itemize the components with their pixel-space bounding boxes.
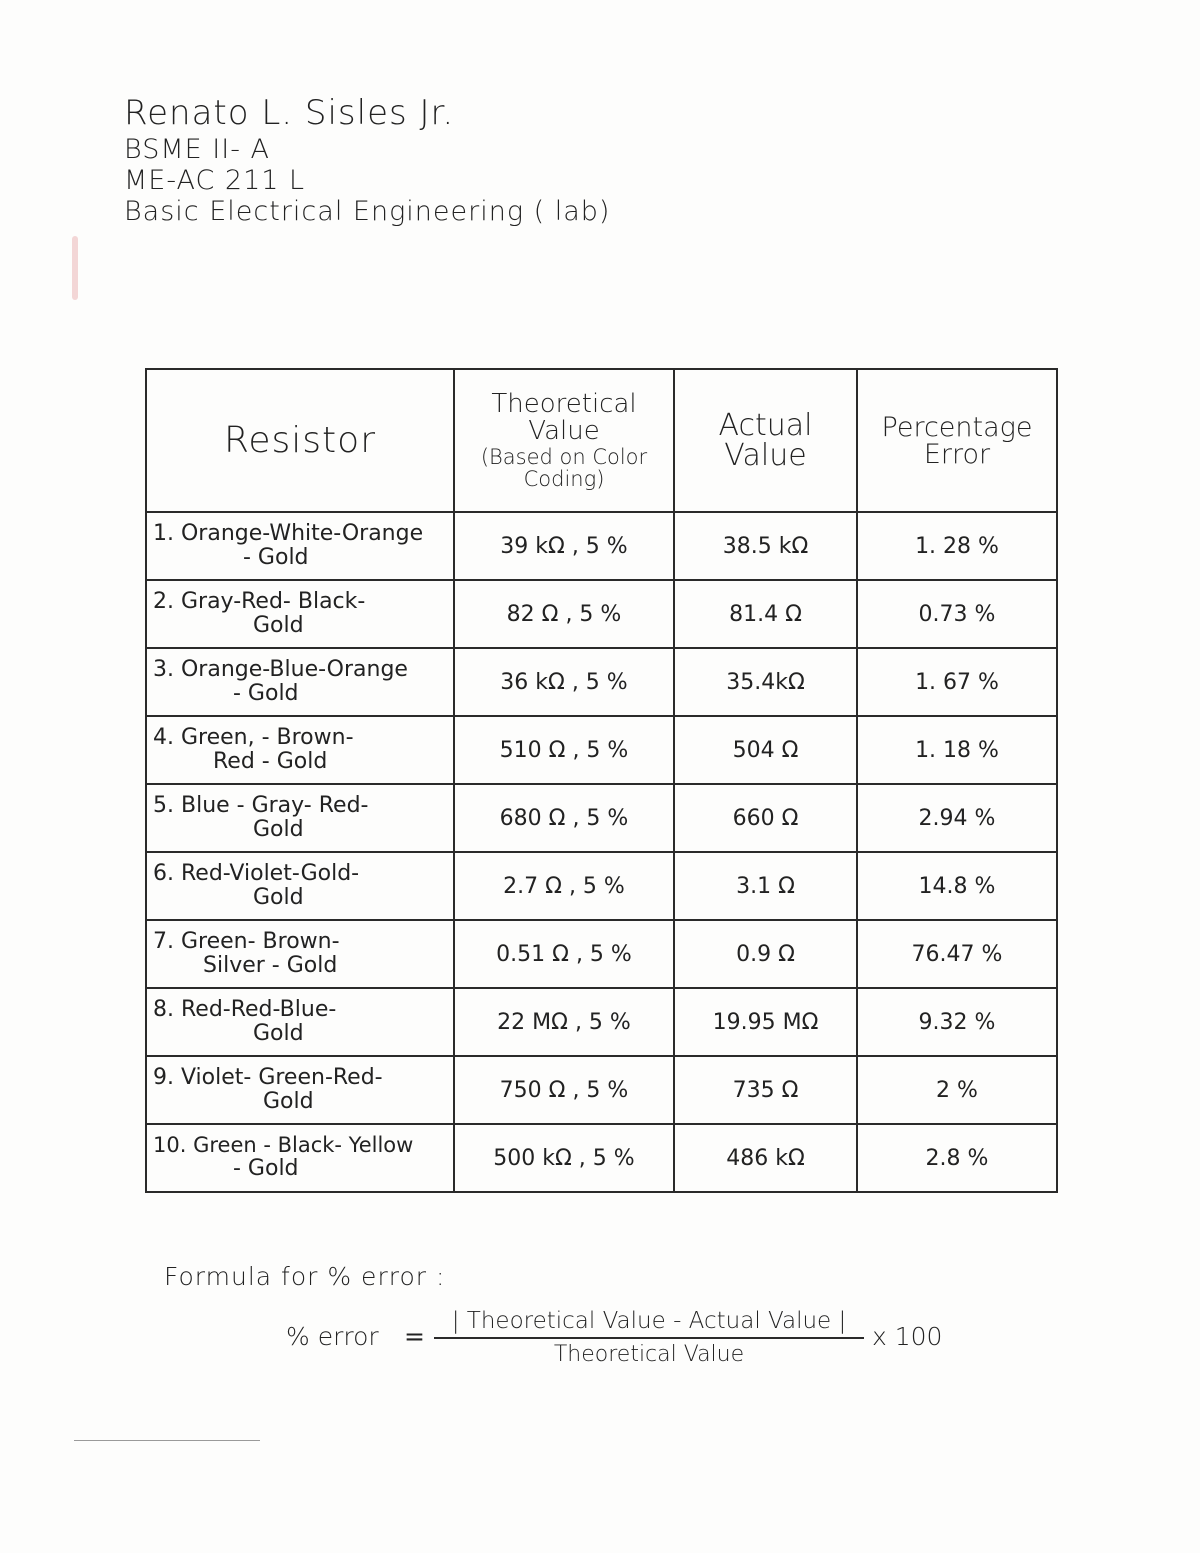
resistor-cell (146, 1056, 454, 1124)
theoretical-value-cell: 750 Ω , 5 % (454, 1056, 674, 1124)
resistor-color-code: 1. Orange-White-Orange (153, 520, 424, 546)
formula-fraction (434, 1308, 864, 1367)
resistor-cell (146, 852, 454, 920)
resistor-cell (146, 580, 454, 648)
table-row (146, 988, 1057, 1056)
percent-error-formula (286, 1308, 946, 1378)
actual-value-cell: 38.5 kΩ (674, 512, 857, 580)
resistor-cell (146, 920, 454, 988)
resistor-table (145, 368, 1058, 1193)
actual-value-cell: 81.4 Ω (674, 580, 857, 648)
resistor-color-code-cont: Gold (253, 613, 304, 638)
percentage-error-cell: 1. 67 % (857, 648, 1057, 716)
resistor-color-code-cont: Red - Gold (213, 749, 328, 774)
resistor-color-code: 2. Gray-Red- Black- (153, 588, 366, 614)
table-row (146, 784, 1057, 852)
table-row (146, 920, 1057, 988)
theoretical-value-cell: 0.51 Ω , 5 % (454, 920, 674, 988)
actual-value-cell: 486 kΩ (674, 1124, 857, 1192)
theoretical-value-cell: 36 kΩ , 5 % (454, 648, 674, 716)
actual-value-cell: 3.1 Ω (674, 852, 857, 920)
table-row (146, 716, 1057, 784)
theoretical-value-cell: 510 Ω , 5 % (454, 716, 674, 784)
column-header-resistor: Resistor (146, 369, 454, 512)
percentage-error-cell: 2.8 % (857, 1124, 1057, 1192)
resistor-color-code: 7. Green- Brown- (153, 928, 340, 954)
resistor-color-code: 4. Green, - Brown- (153, 724, 354, 750)
student-section: BSME II- A (124, 134, 271, 165)
bottom-rule (74, 1440, 260, 1441)
resistor-cell (146, 716, 454, 784)
actual-value-cell: 660 Ω (674, 784, 857, 852)
theoretical-value-cell: 680 Ω , 5 % (454, 784, 674, 852)
table-row (146, 1056, 1057, 1124)
resistor-cell (146, 512, 454, 580)
table-row (146, 1124, 1057, 1192)
page-smudge (72, 236, 78, 300)
resistor-color-code-cont: Silver - Gold (203, 953, 338, 978)
column-header-theoretical (454, 369, 674, 512)
theoretical-value-cell: 39 kΩ , 5 % (454, 512, 674, 580)
percentage-error-cell: 14.8 % (857, 852, 1057, 920)
student-header (124, 93, 644, 229)
resistor-cell (146, 648, 454, 716)
theoretical-value-cell: 22 MΩ , 5 % (454, 988, 674, 1056)
theoretical-value-cell: 500 kΩ , 5 % (454, 1124, 674, 1192)
resistor-cell (146, 784, 454, 852)
resistor-color-code: 3. Orange-Blue-Orange (153, 656, 408, 682)
resistor-color-code-cont: - Gold (233, 1156, 299, 1182)
resistor-color-code: 6. Red-Violet-Gold- (153, 860, 360, 886)
column-header-error: Percentage Error (857, 369, 1057, 512)
percentage-error-cell: 1. 28 % (857, 512, 1057, 580)
formula-lhs: % error (286, 1322, 379, 1351)
formula-heading: Formula for % error : (164, 1262, 446, 1291)
table-row (146, 852, 1057, 920)
formula-numerator: | Theoretical Value - Actual Value | (434, 1308, 864, 1339)
formula-denominator: Theoretical Value (553, 1342, 745, 1367)
table-row (146, 580, 1057, 648)
resistor-color-code-cont: Gold (253, 885, 304, 910)
column-header-actual: Actual Value (674, 369, 857, 512)
resistor-color-code: 5. Blue - Gray- Red- (153, 792, 369, 818)
resistor-color-code: 10. Green - Black- Yellow (153, 1133, 414, 1158)
percentage-error-cell: 9.32 % (857, 988, 1057, 1056)
course-code: ME-AC 211 L (124, 165, 306, 196)
percentage-error-cell: 1. 18 % (857, 716, 1057, 784)
resistor-color-code-cont: - Gold (243, 545, 309, 570)
actual-value-cell: 35.4kΩ (674, 648, 857, 716)
table-row (146, 512, 1057, 580)
table-header-row (146, 369, 1057, 512)
resistor-color-code-cont: Gold (253, 817, 304, 842)
formula-equals: = (404, 1322, 425, 1351)
theoretical-value-cell: 82 Ω , 5 % (454, 580, 674, 648)
percentage-error-cell: 0.73 % (857, 580, 1057, 648)
theoretical-value-cell: 2.7 Ω , 5 % (454, 852, 674, 920)
column-header-theoretical-title: Theoretical Value (491, 389, 637, 447)
actual-value-cell: 504 Ω (674, 716, 857, 784)
student-name: Renato L. Sisles Jr. (124, 93, 455, 133)
actual-value-cell: 19.95 MΩ (674, 988, 857, 1056)
percentage-error-cell: 2.94 % (857, 784, 1057, 852)
percentage-error-cell: 2 % (857, 1056, 1057, 1124)
resistor-cell (146, 988, 454, 1056)
percentage-error-cell: 76.47 % (857, 920, 1057, 988)
resistor-cell (146, 1124, 454, 1192)
resistor-color-code-cont: Gold (263, 1089, 314, 1114)
column-header-theoretical-subtitle: (Based on Color Coding) (480, 444, 648, 491)
course-title: Basic Electrical Engineering ( lab) (124, 196, 611, 227)
resistor-color-code-cont: - Gold (233, 681, 299, 706)
actual-value-cell: 735 Ω (674, 1056, 857, 1124)
resistor-color-code-cont: Gold (253, 1021, 304, 1046)
actual-value-cell: 0.9 Ω (674, 920, 857, 988)
resistor-color-code: 8. Red-Red-Blue- (153, 996, 337, 1022)
resistor-color-code: 9. Violet- Green-Red- (153, 1064, 383, 1090)
table-row (146, 648, 1057, 716)
formula-multiplier: x 100 (872, 1322, 943, 1351)
